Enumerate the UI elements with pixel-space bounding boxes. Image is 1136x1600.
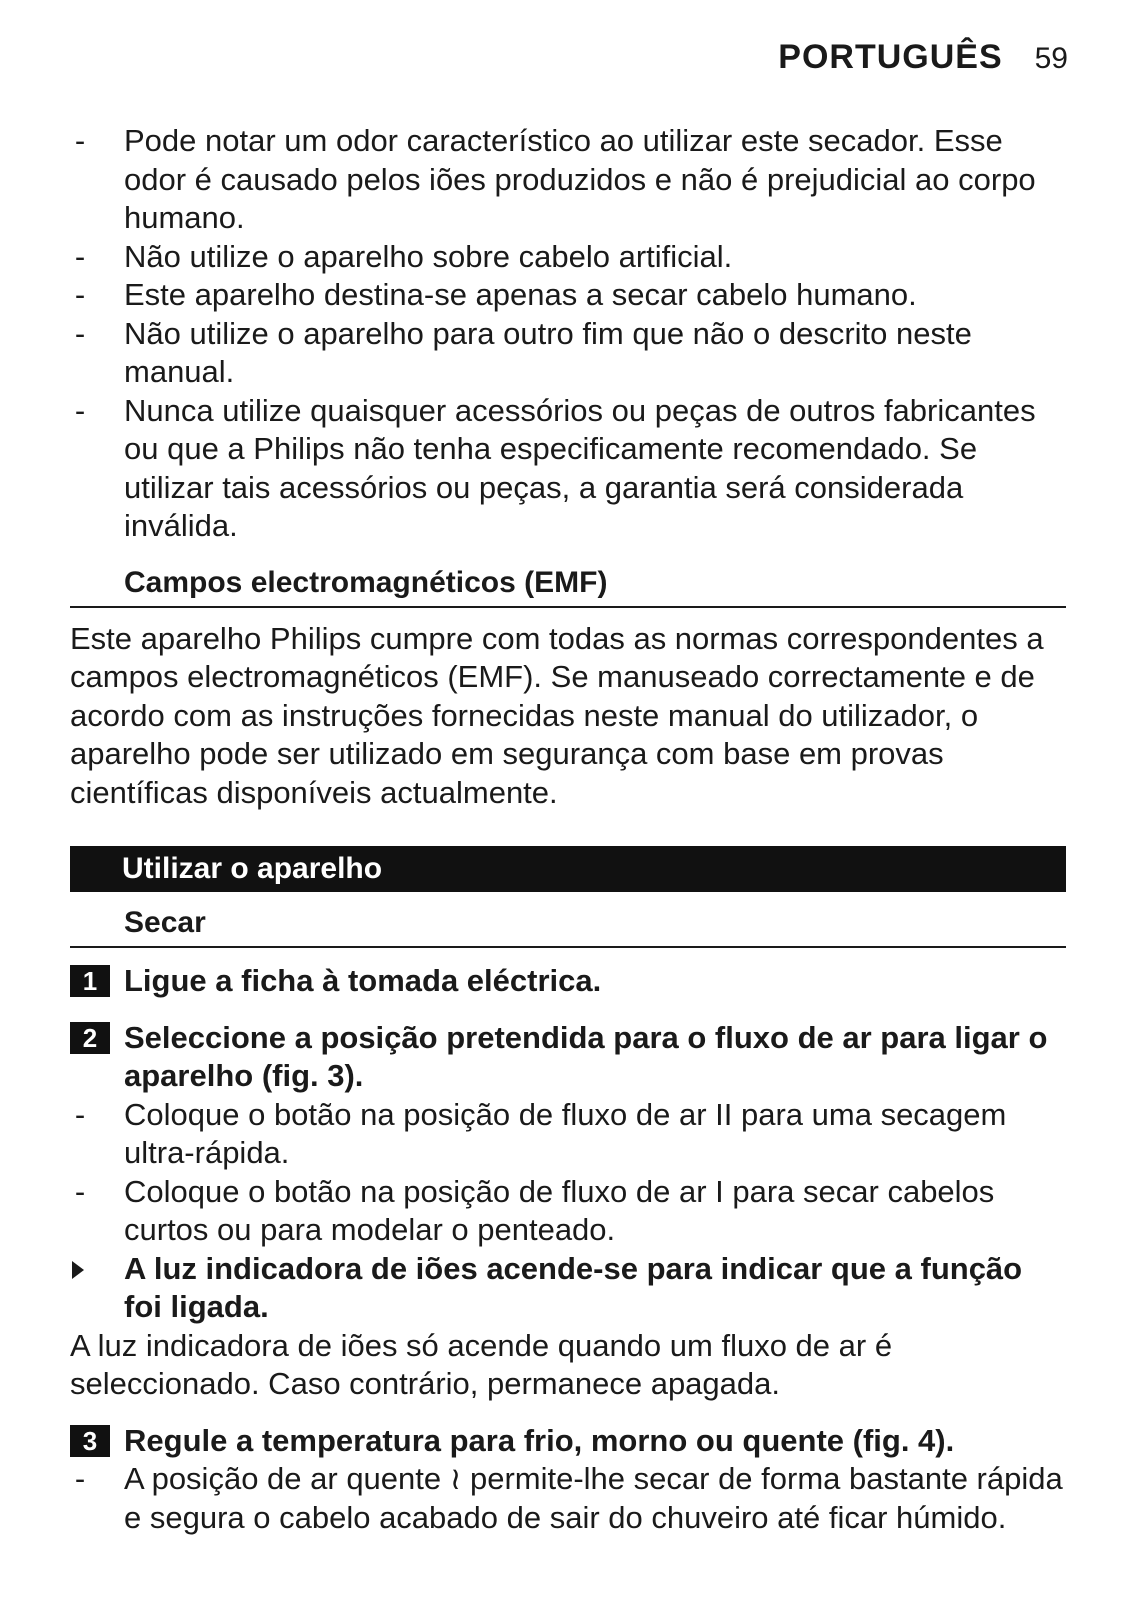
list-item: - Pode notar um odor característico ao utilizar este secador. Esse odor é causado pelos iões produzidos e não é prejudicial ao corpo humano.: [74, 123, 1036, 235]
emf-paragraph: Este aparelho Philips cumpre com todas as normas correspondentes a campos electromagnéticos (EMF). Se manuseado correctamente e de acordo com as instruções fornecidas neste manual do utilizador, o aparelho pode ser utilizado em segurança com base em provas científicas disponíveis actualmente.: [70, 620, 1044, 810]
step-number-badge: 3: [70, 1425, 110, 1457]
language-label: PORTUGUÊS: [778, 38, 1003, 76]
list-item: - Não utilize o aparelho para outro fim que não o descrito neste manual.: [74, 315, 972, 389]
page-number: 59: [1034, 42, 1068, 75]
result-item: A luz indicadora de iões acende-se para indicar que a função foi ligada.: [70, 1250, 1066, 1327]
result-arrow-icon: [72, 1261, 84, 1279]
step-1: 1 Ligue a ficha à tomada eléctrica.: [70, 962, 1066, 1001]
page-content: [70, 122, 1066, 1537]
step-number-badge: 2: [70, 1022, 110, 1054]
page-header: [778, 38, 1068, 77]
list-item: - Coloque o botão na posição de fluxo de ar I para secar cabelos curtos ou para modelar o penteado.: [74, 1173, 995, 1247]
list-item: - A posição de ar quente ≀ permite-lhe secar de forma bastante rápida e segura o cabelo acabado de sair do chuveiro até ficar húmido.: [74, 1461, 1063, 1535]
step-2: 2 Seleccione a posição pretendida para o fluxo de ar para ligar o aparelho (fig. 3).: [70, 1019, 1066, 1096]
section-title-bar: Utilizar o aparelho: [70, 846, 1066, 892]
step-number-badge: 1: [70, 965, 110, 997]
note-paragraph: A luz indicadora de iões só acende quando um fluxo de ar é seleccionado. Caso contrário, permanece apagada.: [70, 1327, 893, 1401]
step-3: 3 Regule a temperatura para frio, morno ou quente (fig. 4).: [70, 1422, 1066, 1461]
emf-heading: Campos electromagnéticos (EMF): [70, 564, 1066, 608]
list-item: - Coloque o botão na posição de fluxo de ar II para uma secagem ultra-rápida.: [74, 1096, 1007, 1170]
secar-heading: Secar: [70, 904, 1066, 948]
list-item: - Nunca utilize quaisquer acessórios ou peças de outros fabricantes ou que a Philips não tenha especificamente recomendado. Se utilizar tais acessórios ou peças, a garantia será considerada inválida.: [74, 392, 1036, 543]
list-item: - Não utilize o aparelho sobre cabelo artificial.: [74, 238, 733, 274]
list-item: - Este aparelho destina-se apenas a secar cabelo humano.: [74, 277, 917, 312]
